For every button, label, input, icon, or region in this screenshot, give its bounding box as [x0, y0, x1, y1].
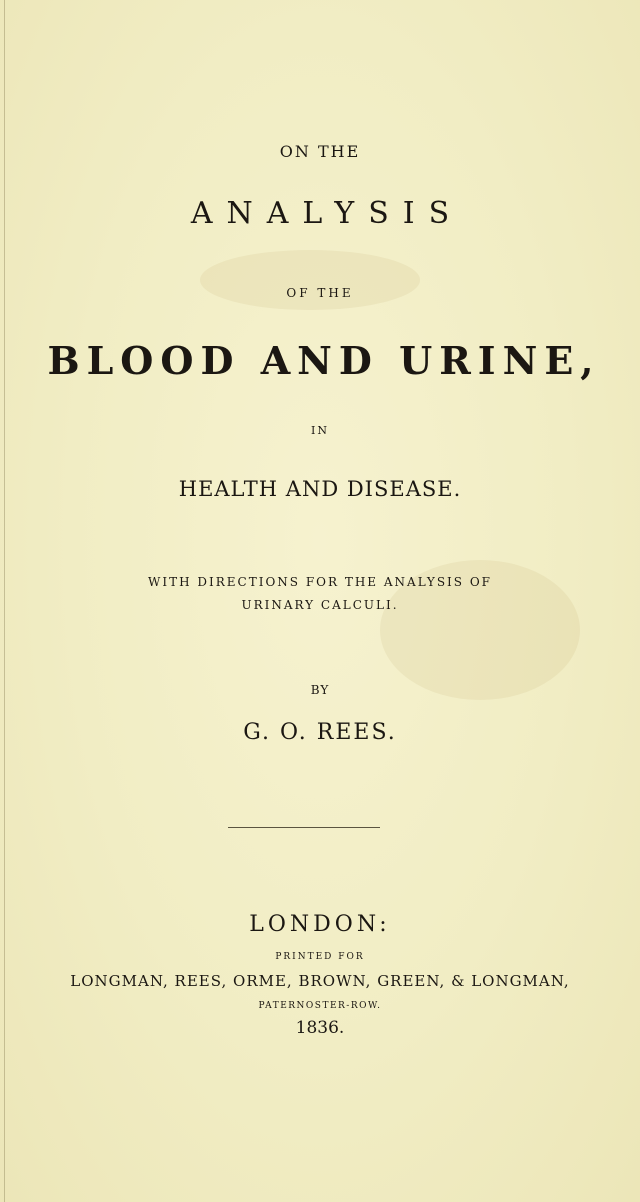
divider-rule	[228, 827, 380, 828]
title-on-the: ON THE	[279, 142, 361, 161]
title-of-the: OF THE	[286, 286, 354, 300]
author-name: G. O. REES.	[243, 720, 397, 745]
subtitle-line-1: WITH DIRECTIONS FOR THE ANALYSIS OF	[148, 575, 492, 589]
title-blood-and-urine: BLOOD AND URINE,	[47, 338, 601, 383]
title-in: IN	[311, 424, 329, 437]
title-analysis: ANALYSIS	[190, 196, 464, 231]
subtitle-line-2: URINARY CALCULI.	[241, 598, 399, 612]
imprint-publishers: LONGMAN, REES, ORME, BROWN, GREEN, & LONGMAN,	[70, 972, 570, 990]
imprint-year: 1836.	[295, 1018, 345, 1038]
imprint-address: PATERNOSTER-ROW.	[258, 1001, 382, 1011]
paper-stain	[200, 250, 420, 310]
imprint-printed-for: PRINTED FOR	[275, 952, 365, 962]
imprint-city: LONDON:	[249, 912, 391, 937]
title-health-and-disease: HEALTH AND DISEASE.	[178, 477, 462, 501]
byline-by: BY	[310, 683, 330, 697]
